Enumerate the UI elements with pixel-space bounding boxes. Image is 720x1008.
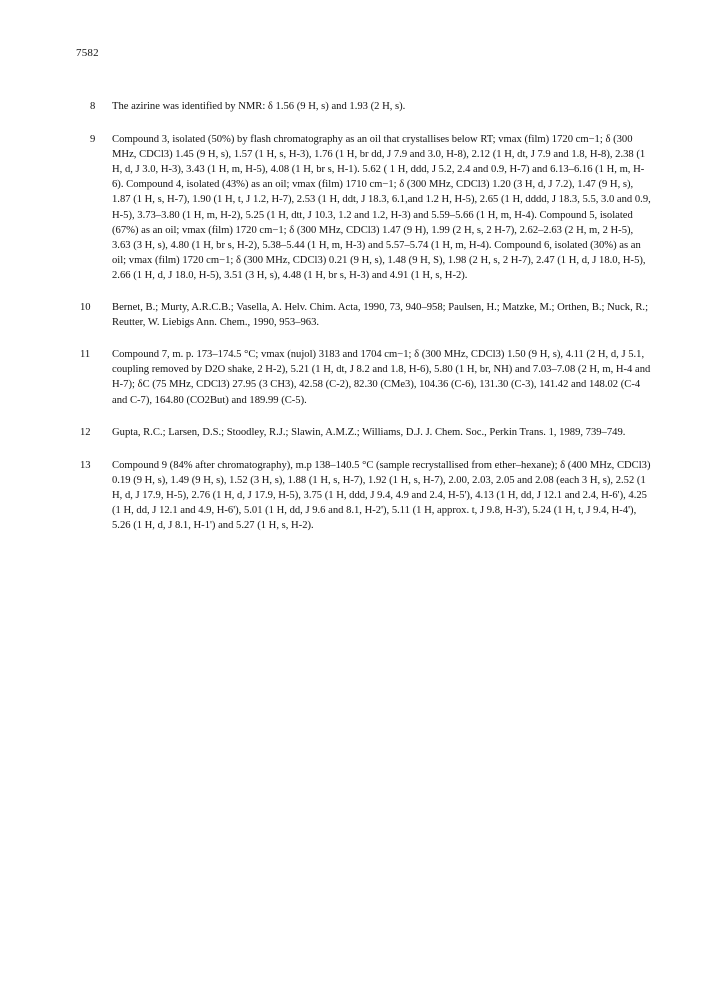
footnote-text: Compound 9 (84% after chromatography), m.p 138–140.5 °C (sample recrystallised from ether–hexane); δ (400 MHz, CDCl3) 0.19 (9 H, s), 1.49 (9 H, s), 1.52 (3 H, s), 1.88 (1 H, s, H-7), 1.92 (1 H, s, H-7), 2.00, 2.03, 2.05 and 2.08 (each 3 H, s), 2.52 (1 H, d, J 17.9, H-5), 2.76 (1 H, d, J 17.9, H-5), 3.75 (1 H, ddd, J 9.4, 4.9 and 2.4, H-5'), 4.13 (1 H, dd, J 12.1 and 2.4, H-6'), 4.25 (1 H, dd, J 12.1 and 4.9, H-6'), 5.01 (1 H, dd, J 9.6 and 8.1, H-2'), 5.11 (1 H, approx. t, J 9.8, H-3'), 5.24 (1 H, t, J 9.4, H-4'), 5.26 (1 H, d, J 8.1, H-1') and 5.27 (1 H, s, H-2). (112, 459, 651, 532)
footnote-8 (90, 99, 652, 114)
footnote-number: 11 (80, 349, 91, 361)
footnote-number: 10 (80, 302, 91, 314)
footnote-12 (80, 425, 652, 440)
footnote-9 (90, 132, 652, 283)
footnote-number: 8 (90, 101, 96, 112)
footnotes (80, 99, 652, 549)
footnote-number: 13 (80, 459, 91, 471)
footnote-number: 12 (80, 426, 91, 438)
page-number: 7582 (76, 47, 99, 59)
footnote-text: Gupta, R.C.; Larsen, D.S.; Stoodley, R.J.; Slawin, A.M.Z.; Williams, D.J. J. Chem. Soc., Perkin Trans. 1, 1989, 739–749. (112, 426, 626, 438)
footnote-10 (80, 300, 652, 330)
footnote-text: Compound 3, isolated (50%) by flash chromatography as an oil that crystallises below RT; vmax (film) 1720 cm−1; δ (300 MHz, CDCl3) 1.45 (9 H, s), 1.57 (1 H, s, H-3), 1.76 (1 H, br dd, J 7.9 and 3.0, H-8), 2.12 (1 H, dt, J 7.9 and 1.8, H-8), 2.38 (1 H, d, J 3.0, H-3), 3.43 (1 H, m, H-5), 4.08 (1 H, br s, H-1). 5.62 ( 1 H, ddd, J 5.2, 2.4 and 0.9, H-7) and 6.13–6.16 (1 H, m, H-6). Compound 4, isolated (43%) as an oil; vmax (film) 1710 cm−1; δ (300 MHz, CDCl3) 1.20 (3 H, d, J 7.2), 1.47 (9 H, s), 1.87 (1 H, s, H-7), 1.90 (1 H, t, J 1.2, H-7), 2.53 (1 H, ddt, J 18.3, 6.1,and 1.2 H, H-5), 2.65 (1 H, dddd, J 18.3, 5.5, 3.0 and 0.9, H-5), 3.73–3.80 (1 H, m, H-2), 5.25 (1 H, dtt, J 10.3, 1.2 and 1.2, H-3) and 5.59–5.66 (1 H, m, H-4). Compound 5, isolated (67%) as an oil; vmax (film) 1720 cm−1; δ (300 MHz, CDCl3) 1.47 (9 H), 1.99 (2 H, s, 2 H-7), 2.62–2.63 (2 H, m, 2 H-5), 3.63 (3 H, s), 4.80 (1 H, br s, H-2), 5.38–5.44 (1 H, m, H-3) and 5.57–5.74 (1 H, m, H-4). Compound 6, isolated (30%) as an oil; vmax (film) 1720 cm−1; δ (300 MHz, CDCl3) 0.21 (9 H, s), 1.48 (9 H, S), 1.98 (2 H, s, 2 H-7), 2.47 (1 H, d, J 18.0, H-5), 2.66 (1 H, d, J 18.0, H-5), 3.51 (3 H, s), 4.48 (1 H, br s, H-3) and 4.91 (1 H, s, H-2). (112, 134, 651, 281)
footnote-11 (80, 347, 652, 407)
footnote-13 (80, 458, 652, 533)
footnote-text: Bernet, B.; Murty, A.R.C.B.; Vasella, A. Helv. Chim. Acta, 1990, 73, 940–958; Paulsen, H.; Matzke, M.; Orthen, B.; Nuck, R.; Reutter, W. Liebigs Ann. Chem., 1990, 953–963. (112, 302, 649, 329)
footnote-number: 9 (90, 134, 96, 146)
footnote-text: The azirine was identified by NMR: δ 1.56 (9 H, s) and 1.93 (2 H, s). (112, 101, 406, 112)
footnote-text: Compound 7, m. p. 173–174.5 °C; vmax (nujol) 3183 and 1704 cm−1; δ (300 MHz, CDCl3) 1.50 (9 H, s), 4.11 (2 H, d, J 5.1, coupling removed by D2O shake, 2 H-2), 5.21 (1 H, dt, J 8.2 and 1.8, H-6), 5.80 (1 H, br, NH) and 7.03–7.08 (2 H, m, H-4 and H-7); δC (75 MHz, CDCl3) 27.95 (3 CH3), 42.58 (C-2), 82.30 (CMe3), 104.36 (C-6), 131.30 (C-3), 141.42 and 148.02 (C-4 and C-7), 164.80 (CO2But) and 189.99 (C-5). (112, 349, 651, 406)
